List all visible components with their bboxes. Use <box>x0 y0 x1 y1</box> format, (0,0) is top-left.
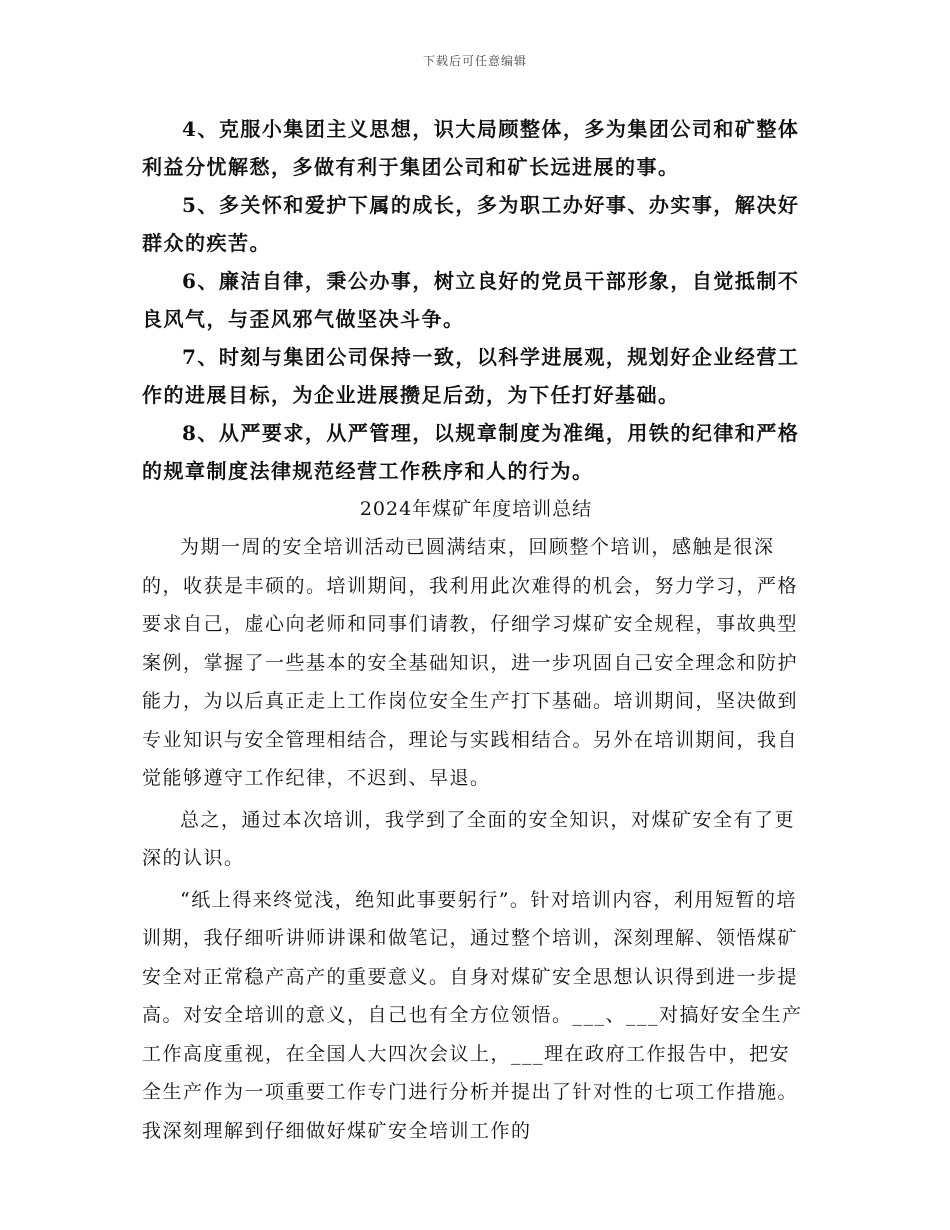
page-header: 下载后可任意编辑 <box>422 54 527 68</box>
document-body <box>142 110 810 1150</box>
list-item: 7、时刻与集团公司保持一致，以科学进展观，规划好企业经营工作的进展目标，为企业进展攒足后劲，为下任打好基础。 <box>142 345 800 407</box>
paragraph: 总之，通过本次培训，我学到了全面的安全知识，对煤矿安全有了更深的认识。 <box>142 808 796 869</box>
paragraph: “纸上得来终觉浅，绝知此事要躬行”。针对培训内容，利用短暂的培训期，我仔细听讲师讲课和做笔记，通过整个培训，深刻理解、领悟煤矿安全对正常稳产高产的重要意义。自身对煤矿安全思想认识得到进一步提高。对安全培训的意义，自己也有全方位领悟。___、___对搞好安全生产工作高度重视，在全国人大四次会议上，___理在政府工作报告中，把安全生产作为一项重要工作专门进行分析并提出了针对性的七项工作措施。我深刻理解到仔细做好煤矿安全培训工作的 <box>142 888 803 1142</box>
list-item: 6、廉洁自律，秉公办事，树立良好的党员干部形象，自觉抵制不良风气，与歪风邪气做坚决斗争。 <box>142 269 800 331</box>
list-item: 5、多关怀和爱护下属的成长，多为职工办好事、办实事，解决好群众的疾苦。 <box>142 193 800 255</box>
paragraph: 为期一周的安全培训活动已圆满结束，回顾整个培训，感触是很深的，收获是丰硕的。培训期间，我利用此次难得的机会，努力学习，严格要求自己，虚心向老师和同事们请教，仔细学习煤矿安全规程，事故典型案例，掌握了一些基本的安全基础知识，进一步巩固自己安全理念和防护能力，为以后真正走上工作岗位安全生产打下基础。培训期间，坚决做到专业知识与安全管理相结合，理论与实践相结合。另外在培训期间，我自觉能够遵守工作纪律，不迟到、早退。 <box>142 536 799 789</box>
section-title: 2024年煤矿年度培训总结 <box>359 498 593 520</box>
list-item: 8、从严要求，从严管理，以规章制度为准绳，用铁的纪律和严格的规章制度法律规范经营工作秩序和人的行为。 <box>142 421 800 483</box>
list-item: 4、克服小集团主义思想，识大局顾整体，多为集团公司和矿整体利益分忧解愁，多做有利于集团公司和矿长远进展的事。 <box>142 117 800 179</box>
